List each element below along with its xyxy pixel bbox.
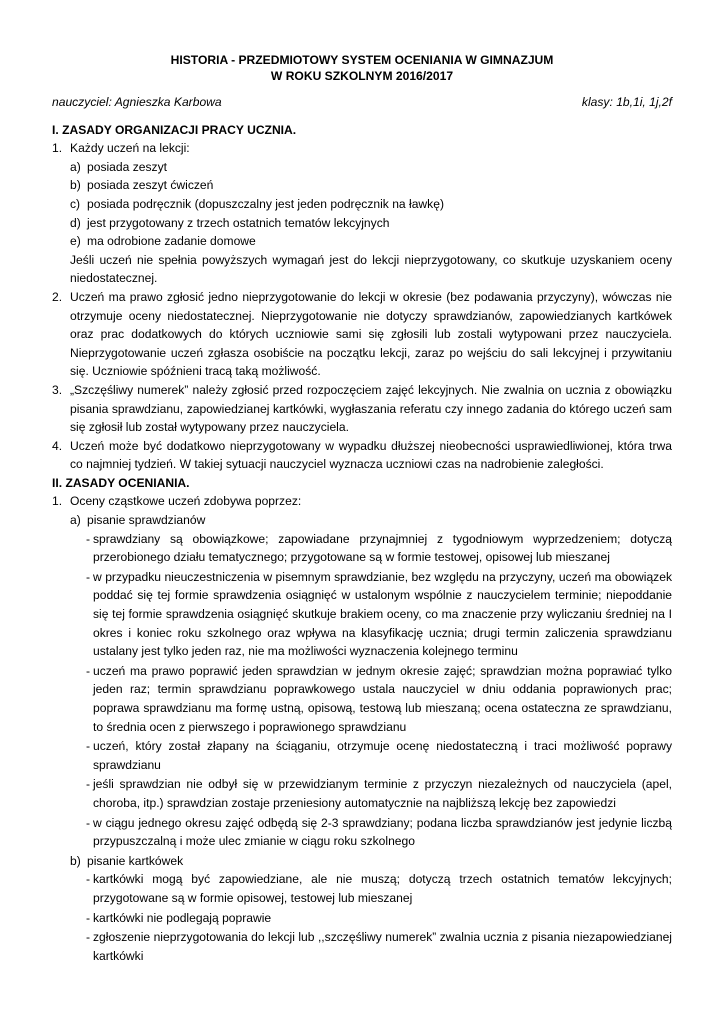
section-2-heading: II. ZASADY OCENIANIA. <box>52 475 190 490</box>
sub-b-dash-list <box>52 870 672 965</box>
class-list: klasy: 1b,1i, 1j,2f <box>581 95 672 109</box>
dash-text: kartkówki mogą być zapowiedziane, ale nie muszą; dotyczą trzech ostatnich tematów lekcyjnych; przygotowane są w formie opisowej, testowej lub mieszanej <box>93 872 672 905</box>
document-title <box>52 52 672 84</box>
list-item <box>52 214 672 233</box>
title-line-2: W ROKU SZKOLNYM 2016/2017 <box>270 69 454 83</box>
sub-text: pisanie sprawdzianów <box>87 513 206 528</box>
list-item <box>52 775 672 812</box>
sub-text: posiada podręcznik (dopuszczalny jest jeden podręcznik na ławkę) <box>87 196 444 211</box>
sub-letter: a) <box>70 159 81 174</box>
dash-marker: - <box>86 739 91 754</box>
item-number: 1. <box>52 141 63 156</box>
section-1-item-3 <box>52 381 672 437</box>
list-item <box>52 662 672 736</box>
list-item <box>52 195 672 214</box>
sub-letter: b) <box>70 178 81 193</box>
sub-text: posiada zeszyt <box>87 159 167 174</box>
dash-text: zgłoszenie nieprzygotowania do lekcji lub ,,szczęśliwy numerek” zwalnia ucznia z pisania niezapowiedzianej kartkówki <box>93 930 672 963</box>
dash-text: w przypadku nieuczestniczenia w pisemnym sprawdzianie, bez względu na przyczyny, uczeń ma obowiązek poddać się tej formie sprawdzenia osiągnięć w ustalonym wspólnie z nauczycielem terminie; niepoddanie się tej formie sprawdzenia osiągnięć skutkuje brakiem oceny, co ma znaczenie przy wyliczaniu średniej na I okres i koniec roku szkolnego oraz wpływa na klasyfikację ucznia; drugi termin zaliczenia sprawdzianu ustalany jest tylko jeden raz, nie ma możliwości wyznaczenia kolejnego terminu <box>93 569 672 659</box>
section-1-item-1 <box>52 139 672 158</box>
dash-text: kartkówki nie podlegają poprawie <box>93 910 272 925</box>
sub-b <box>52 852 672 871</box>
list-item <box>52 928 672 965</box>
title-line-1: HISTORIA - PRZEDMIOTOWY SYSTEM OCENIANIA W GIMNAZJUM <box>170 53 554 67</box>
list-item <box>52 232 672 251</box>
section-1-item-2 <box>52 288 672 381</box>
item-number: 3. <box>52 382 63 397</box>
dash-text: sprawdziany są obowiązkowe; zapowiadane przynajmniej z tygodniowym wyprzedzeniem; dotyczą przerobionego działu tematycznego; przygotowane są w formie testowej, opisowej lub mieszanej <box>93 531 672 565</box>
sub-letter: d) <box>70 215 81 230</box>
item-text: Uczeń może być dodatkowo nieprzygotowany w wypadku dłuższej nieobecności usprawiedliwionej, która trwa co najmniej tydzień. W takiej sytuacji nauczyciel wyznacza uczniowi czas na nadrobienie zaległości. <box>70 438 672 472</box>
item-text: Uczeń ma prawo zgłosić jedno nieprzygotowanie do lekcji w okresie (bez podawania przyczyny), wówczas nie otrzymuje oceny niedostatecznej. Nieprzygotowanie nie dotyczy sprawdzianów, zapowiedzianych kartkówek oraz prac dodatkowych do których uczniowie sami się zgłosili lub zostali wytypowani przez nauczyciela. Nieprzygotowanie uczeń zgłasza osobiście na początku lekcji, zaraz po wejściu do sali lekcyjnej i przywitaniu się. Uczniowie spóźnieni tracą taką możliwość. <box>70 289 672 379</box>
sub-text: posiada zeszyt ćwiczeń <box>87 178 214 193</box>
sub-letter: c) <box>70 196 81 211</box>
list-item <box>52 737 672 774</box>
list-item <box>52 814 672 851</box>
dash-marker: - <box>86 815 91 830</box>
dash-marker: - <box>86 910 91 925</box>
list-item <box>52 568 672 661</box>
document-page <box>52 52 672 966</box>
sub-letter: e) <box>70 234 81 249</box>
dash-marker: - <box>86 872 91 887</box>
item-number: 2. <box>52 289 63 304</box>
dash-text: uczeń ma prawo poprawić jeden sprawdzian w jednym okresie zajęć; sprawdzian można poprawiać tylko jeden raz; termin sprawdzianu poprawkowego ustala nauczyciel w dniu oddania poprawionych prac; poprawa sprawdzianu ma formę ustną, opisową, testową lub mieszaną; ocena ostateczna ze sprawdzianu, to średnia ocen z pierwszego i poprawionego sprawdzianu <box>93 663 672 734</box>
sub-text: ma odrobione zadanie domowe <box>87 234 256 249</box>
item-text: Każdy uczeń na lekcji: <box>70 141 190 156</box>
dash-marker: - <box>86 569 91 584</box>
item-number: 1. <box>52 494 63 509</box>
sub-text: pisanie kartkówek <box>87 853 184 868</box>
meta-row <box>52 93 672 112</box>
dash-marker: - <box>86 930 91 945</box>
dash-text: uczeń, który został złapany na ściąganiu, otrzymuje ocenę niedostateczną i traci możliwość poprawy sprawdzianu <box>93 739 672 772</box>
section-1-item-4 <box>52 437 672 474</box>
dash-text: jeśli sprawdzian nie odbył się w przewidzianym terminie z przyczyn niezależnych od nauczyciela (apel, choroba, itp.) sprawdzian zostaje przeniesiony automatycznie na najbliższą lekcję bez zapowiedzi <box>93 777 672 810</box>
sub-a-dash-list <box>52 530 672 851</box>
sub-a <box>52 511 672 530</box>
dash-marker: - <box>86 777 91 792</box>
list-item <box>52 870 672 907</box>
item-text: „Szczęśliwy numerek” należy zgłosić przed rozpoczęciem zajęć lekcyjnych. Nie zwalnia on ucznia z obowiązku pisania sprawdzianu, zapowiedzianej kartkówki, wygłaszania referatu czy innego zadania do którego uczeń sam się zgłosił lub został wytypowany przez nauczyciela. <box>70 382 672 435</box>
sub-letter: b) <box>70 853 81 868</box>
list-item <box>52 530 672 567</box>
section-1-heading: I. ZASADY ORGANIZACJI PRACY UCZNIA. <box>52 122 297 137</box>
dash-marker: - <box>86 531 91 546</box>
dash-marker: - <box>86 663 91 678</box>
dash-text: w ciągu jednego okresu zajęć odbędą się 2-3 sprawdziany; podana liczba sprawdzianów jest jedynie liczbą przypuszczalną i może ulec zmianie w ciągu roku szkolnego <box>93 815 672 849</box>
sub-letter: a) <box>70 513 81 528</box>
list-item <box>52 176 672 195</box>
item-number: 4. <box>52 438 63 453</box>
item-1-note: Jeśli uczeń nie spełnia powyższych wymagań jest do lekcji nieprzygotowany, co skutkuje uzyskaniem oceny niedostatecznej. <box>70 252 672 286</box>
list-item <box>52 158 672 177</box>
item-text: Oceny cząstkowe uczeń zdobywa poprzez: <box>70 494 302 509</box>
section-2-item-1 <box>52 492 672 511</box>
list-item <box>52 909 672 928</box>
teacher-name: nauczyciel: Agnieszka Karbowa <box>52 95 222 109</box>
sub-text: jest przygotowany z trzech ostatnich tematów lekcyjnych <box>87 215 390 230</box>
